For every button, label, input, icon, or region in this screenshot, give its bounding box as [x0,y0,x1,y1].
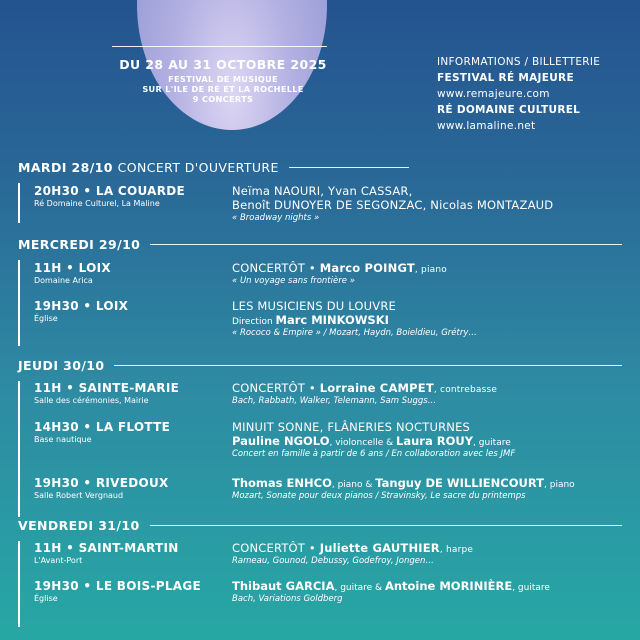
event-time: 19H30 • RIVEDOUX [34,476,169,490]
info-title: INFORMATIONS / BILLETTERIE [437,56,601,68]
event-note: « Broadway nights » [232,213,320,223]
event-instrument-2: , guitare [473,438,511,448]
info-url-2[interactable]: www.lamaline.net [437,120,536,132]
event-direction-label: Direction [232,317,276,327]
day-header [18,159,622,175]
festival-line-1: FESTIVAL DE MUSIQUE [168,74,278,84]
event-time: 14H30 • LA FLOTTE [34,420,171,434]
event-artists: Neïma NAOURI, Yvan CASSAR, [232,184,413,198]
event-time: 19H30 • LOIX [34,299,129,313]
event-time: 19H30 • LE BOIS-PLAGE [34,579,201,593]
event-artist-1: Thibaut GARCIA [232,579,335,593]
event-artist-1: Thomas ENHCO [232,476,332,490]
day-rule [150,525,622,526]
event-venue: Ré Domaine Culturel, La Maline [34,199,160,208]
event-prefix: CONCERTÔT • [232,381,320,395]
event-note: « Un voyage sans frontière » [232,276,355,286]
day-header [18,517,622,533]
event-artist: Juliette GAUTHIER [319,541,440,555]
event-note: Bach, Rabbath, Walker, Telemann, Sam Suggs… [232,396,437,406]
event-prefix: CONCERTÔT • [232,261,320,275]
event-instrument: , piano [414,265,447,275]
event-instrument: , harpe [439,545,474,555]
event-time: 11H • SAINTE-MARIE [34,381,180,395]
event-artist-2: Antoine MORINIÈRE [384,579,513,593]
day-rule [289,167,409,168]
event-venue: Domaine Arica [34,276,93,285]
day-section-mercredi [18,236,622,338]
event-prefix: CONCERTÔT • [232,541,320,555]
day-subtitle: CONCERT D'OUVERTURE [117,159,279,175]
event-venue: Salle des cérémonies, Mairie [34,396,149,405]
festival-dates: DU 28 AU 31 OCTOBRE 2025 [119,57,327,72]
event-artist-2: Tanguy DE WILLIENCOURT [375,476,545,490]
event-note: Concert en famille à partir de 6 ans / En collaboration avec les JMF [232,449,516,459]
day-title: JEUDI 30/10 [18,357,105,373]
day-section-mardi [18,159,622,223]
day-rule [114,365,622,366]
event-note: Rameau, Gounod, Debussy, Godefroy, Jongen… [232,556,434,566]
event-note: Bach, Variations Goldberg [232,594,343,604]
event-instrument-2: , guitare [512,583,550,593]
event-artists-2: Benoît DUNOYER DE SEGONZAC, Nicolas MONTAZAUD [232,198,554,212]
day-section-vendredi [18,517,622,604]
event-venue: Église [34,594,58,603]
day-bar [18,541,20,627]
info-org-2: RÉ DOMAINE CULTUREL [437,104,581,116]
day-bar [18,260,20,346]
event-time: 11H • LOIX [34,261,111,275]
event-note: Mozart, Sonate pour deux pianos / Stravinsky, Le sacre du printemps [232,491,526,501]
event-artist-1: Pauline NGOLO [232,434,330,448]
event-time: 11H • SAINT-MARTIN [34,541,179,555]
header-rule [112,46,327,47]
event-conductor: Marc MINKOWSKI [275,313,389,327]
day-header [18,236,622,252]
festival-description [108,74,338,104]
event-artist: Marco POINGT [319,261,415,275]
event-venue: Salle Robert Vergnaud [34,491,124,500]
event-instrument: , contrebasse [433,385,498,395]
event-note: « Rococo & Empire » / Mozart, Haydn, Boieldieu, Grétry… [232,328,477,338]
event-instrument-2: , piano [544,480,575,490]
day-rule [150,244,622,245]
festival-line-2: SUR L'ILE DE RÉ ET LA ROCHELLE [142,84,304,94]
event-time: 20H30 • LA COUARDE [34,184,186,198]
day-bar [18,183,20,223]
festival-line-3: 9 CONCERTS [192,94,254,104]
ticket-info [437,54,600,134]
info-url-1[interactable]: www.remajeure.com [437,88,550,100]
event-instrument-1: , guitare & [334,583,385,593]
day-title: MARDI 28/10 [18,159,113,175]
event-venue: Église [34,314,58,323]
day-section-jeudi [18,357,622,501]
info-org-1: FESTIVAL RÉ MAJEURE [437,72,574,84]
event-title: LES MUSICIENS DU LOUVRE [232,299,397,313]
day-bar [18,381,20,517]
day-header [18,357,622,373]
event-artist: Lorraine CAMPET [319,381,434,395]
event-venue: L'Avant-Port [34,556,83,565]
event-artist-2: Laura ROUY [396,434,474,448]
event-title: MINUIT SONNE, FLÂNERIES NOCTURNES [232,420,471,434]
event-instrument-1: , piano & [331,480,376,490]
event-venue: Base nautique [34,435,92,444]
day-title: VENDREDI 31/10 [18,517,140,533]
event-instrument-1: , violoncelle & [329,438,397,448]
day-title: MERCREDI 29/10 [18,236,141,252]
